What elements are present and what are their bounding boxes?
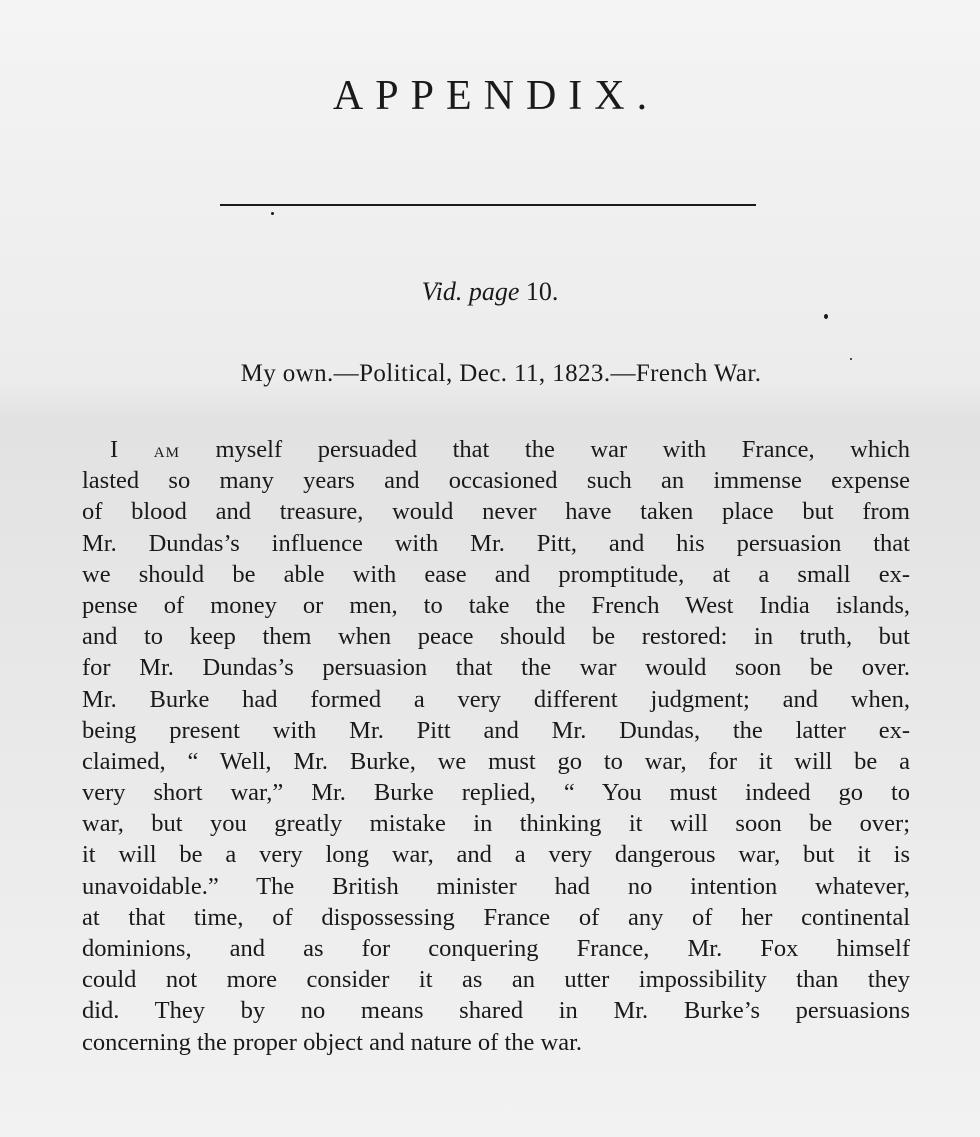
text-line: war, but you greatly mistake in thinking it will soon be over; bbox=[82, 810, 910, 838]
text-line: pense of money or men, to take the French West India islands, bbox=[82, 591, 910, 619]
text-line: Mr. Dundas’s influence with Mr. Pitt, and his persuasion that bbox=[82, 529, 910, 557]
text-line: unavoidable.” The British minister had no intention whatever, bbox=[82, 872, 910, 900]
page-reference-number: 10. bbox=[525, 277, 559, 306]
print-speck bbox=[271, 212, 274, 215]
text-line: did. They by no means shared in Mr. Burke’s persuasions bbox=[82, 997, 910, 1025]
page-reference bbox=[0, 277, 980, 307]
print-speck bbox=[850, 358, 852, 360]
text-line: Mr. Burke had formed a very different judgment; and when, bbox=[82, 685, 910, 713]
text-line: and to keep them when peace should be restored: in truth, but bbox=[82, 623, 910, 651]
text-line: could not more consider it as an utter impossibility than they bbox=[82, 966, 910, 994]
text-line: lasted so many years and occasioned such an immense expense bbox=[82, 467, 910, 495]
text-line: for Mr. Dundas’s persuasion that the war would soon be over. bbox=[82, 654, 910, 682]
text-line: being present with Mr. Pitt and Mr. Dundas, the latter ex- bbox=[82, 716, 910, 744]
text-line: dominions, and as for conquering France, Mr. Fox himself bbox=[82, 935, 910, 962]
section-subheading: My own.—Political, Dec. 11, 1823.—French War. bbox=[240, 360, 762, 387]
page-reference-prefix: Vid. page bbox=[421, 277, 520, 306]
text-line: of blood and treasure, would never have taken place but from bbox=[82, 498, 910, 526]
appendix-heading: APPENDIX. bbox=[332, 73, 660, 119]
text-line: concerning the proper object and nature of the war. bbox=[82, 1028, 583, 1056]
body-paragraph bbox=[82, 434, 910, 1058]
print-speck bbox=[824, 314, 828, 319]
text-line: we should be able with ease and promptitude, at a small ex- bbox=[82, 560, 910, 588]
text-line: I am myself persuaded that the war with France, which bbox=[110, 436, 910, 463]
opening-small-caps: am bbox=[153, 437, 180, 462]
text-line: very short war,” Mr. Burke replied, “ You must indeed go to bbox=[82, 779, 910, 807]
text-line: it will be a very long war, and a very dangerous war, but it is bbox=[82, 841, 910, 869]
opening-word: I bbox=[110, 436, 119, 463]
text-line: at that time, of dispossessing France of any of her continental bbox=[82, 903, 910, 931]
heading-divider bbox=[220, 204, 756, 206]
text-line: claimed, “ Well, Mr. Burke, we must go to war, for it will be a bbox=[82, 747, 910, 775]
